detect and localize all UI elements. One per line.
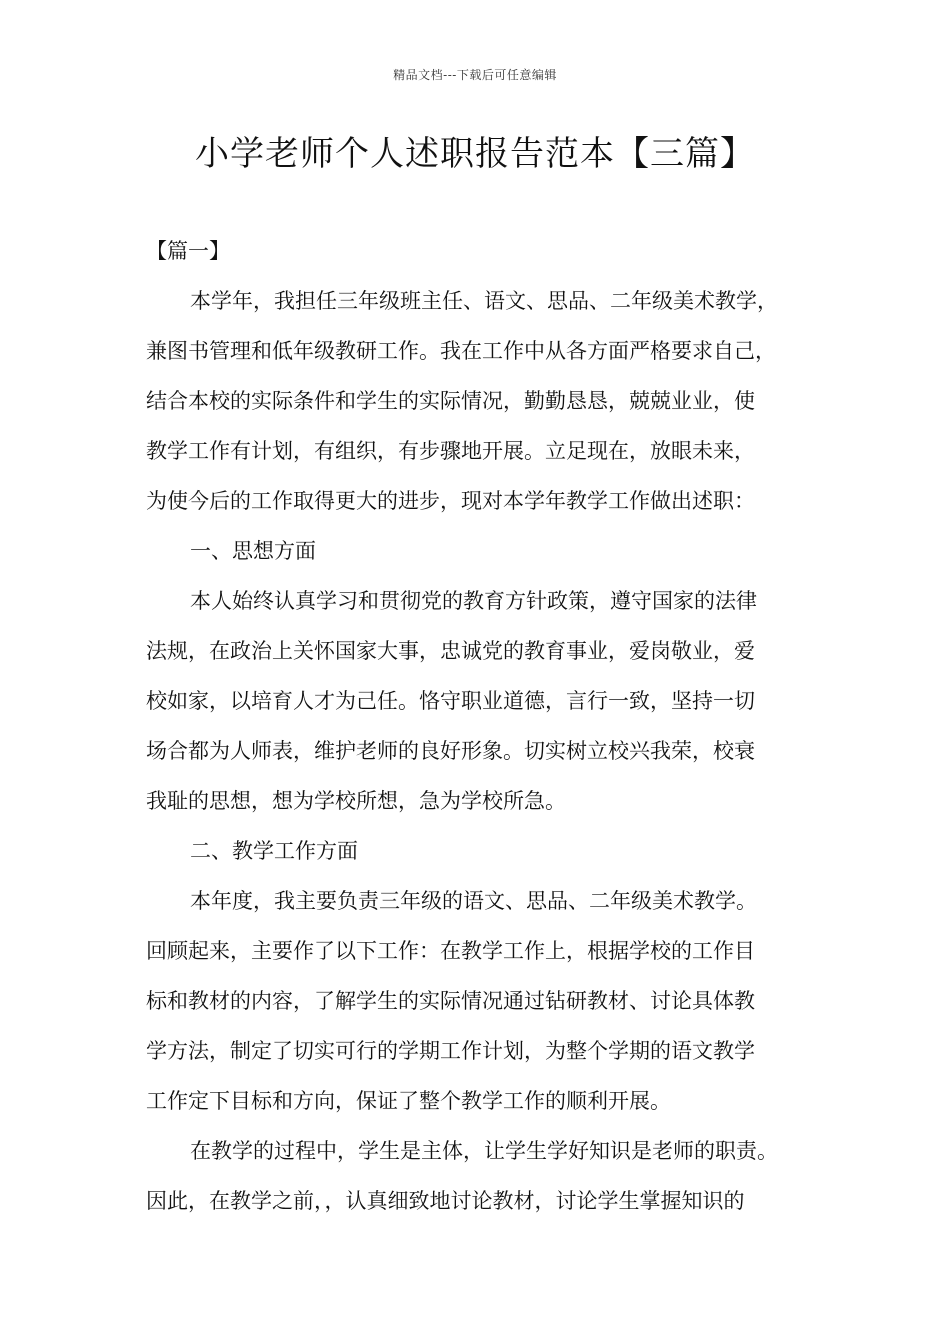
text-line: 校如家，以培育人才为己任。恪守职业道德，言行一致，坚持一切 bbox=[146, 689, 755, 713]
text-line: 结合本校的实际条件和学生的实际情况，勤勤恳恳，兢兢业业，使 bbox=[146, 389, 755, 413]
document-body bbox=[146, 229, 826, 1229]
text-line: 兼图书管理和低年级教研工作。我在工作中从各方面严格要求自己， bbox=[146, 339, 776, 363]
text-line: 回顾起来，主要作了以下工作：在教学工作上，根据学校的工作目 bbox=[146, 939, 755, 963]
header-note: 精品文档---下载后可任意编辑 bbox=[393, 68, 557, 82]
text-line: 工作定下目标和方向，保证了整个教学工作的顺利开展。 bbox=[146, 1089, 671, 1113]
text-line: 法规，在政治上关怀国家大事，忠诚党的教育事业，爱岗敬业，爱 bbox=[146, 639, 755, 663]
paragraph-lines bbox=[146, 279, 826, 1229]
text-line: 本人始终认真学习和贯彻党的教育方针政策，遵守国家的法律 bbox=[190, 589, 757, 613]
text-line: 标和教材的内容，了解学生的实际情况通过钻研教材、讨论具体教 bbox=[146, 989, 755, 1013]
text-line: 学方法，制定了切实可行的学期工作计划，为整个学期的语文教学 bbox=[146, 1039, 755, 1063]
text-line: 在教学的过程中，学生是主体，让学生学好知识是老师的职责。 bbox=[190, 1139, 778, 1163]
text-line: 本年度，我主要负责三年级的语文、思品、二年级美术教学。 bbox=[190, 889, 757, 913]
text-line: 本学年，我担任三年级班主任、语文、思品、二年级美术教学， bbox=[190, 289, 778, 313]
text-line: 为使今后的工作取得更大的进步，现对本学年教学工作做出述职： bbox=[146, 489, 755, 513]
text-line: 我耻的思想，想为学校所想，急为学校所急。 bbox=[146, 789, 566, 813]
text-line: 教学工作有计划，有组织，有步骤地开展。立足现在，放眼未来， bbox=[146, 439, 755, 463]
document-title: 小学老师个人述职报告范本【三篇】 bbox=[195, 134, 755, 174]
text-line: 二、教学工作方面 bbox=[190, 839, 358, 863]
text-line: 因此，在教学之前，，认真细致地讨论教材，讨论学生掌握知识的 bbox=[146, 1189, 745, 1213]
section-label: 【篇一】 bbox=[146, 239, 230, 263]
text-line: 场合都为人师表，维护老师的良好形象。切实树立校兴我荣，校衰 bbox=[146, 739, 755, 763]
text-line: 一、思想方面 bbox=[190, 539, 316, 563]
